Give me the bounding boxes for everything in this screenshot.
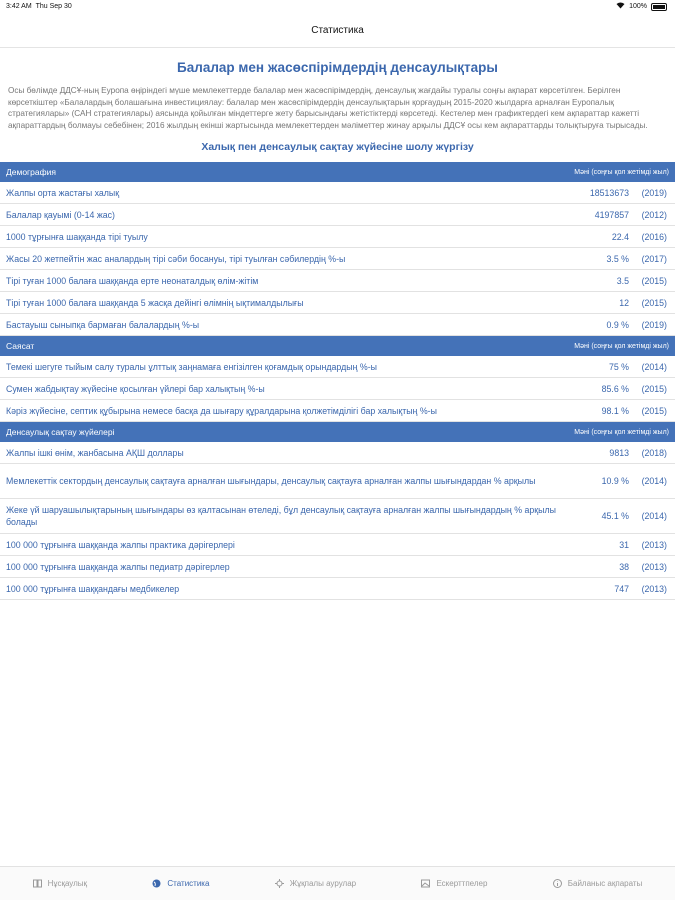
tab-globe[interactable]: [152, 879, 209, 888]
table-row[interactable]: [0, 248, 675, 270]
value-number: 0.9 %: [606, 319, 629, 330]
table-row[interactable]: [0, 292, 675, 314]
tab-label: Нұсқаулық: [47, 879, 88, 888]
status-right: [616, 2, 667, 11]
row-value: [589, 406, 667, 416]
value-year: (2013): [641, 561, 667, 572]
tab-image[interactable]: [421, 879, 487, 888]
row-label: Жалпы орта жастағы халық: [6, 187, 120, 198]
value-year: (2013): [641, 539, 667, 550]
nav-title: Статистика: [311, 24, 364, 36]
value-number: 98.1 %: [601, 405, 629, 416]
status-time: 3:42 AM Thu Sep 30: [6, 3, 72, 10]
row-label: Жасы 20 жетпейтін жас аналардың тірі сәби босануы, тірі туылған сәбилердің %-ы: [6, 253, 346, 264]
row-value: [589, 210, 667, 220]
value-year: (2015): [641, 297, 667, 308]
value-year: (2014): [641, 476, 667, 486]
row-value: [589, 254, 667, 264]
section-title: Денсаулық сақтау жүйелері: [6, 427, 115, 437]
value-number: 10.9 %: [601, 476, 629, 486]
table-row[interactable]: [0, 464, 675, 499]
virus-icon: [275, 879, 284, 888]
value-year: (2019): [641, 319, 667, 330]
stats-tables: [0, 162, 675, 600]
row-label: Тірі туған 1000 балаға шаққанда 5 жасқа дейінгі өлімнің ықтималдылығы: [6, 297, 304, 308]
content: [0, 60, 675, 600]
section-header: [0, 422, 675, 442]
tab-book[interactable]: [33, 879, 87, 888]
section-header: [0, 162, 675, 182]
info-icon: [553, 879, 562, 888]
tab-label: Жұқпалы аурулар: [289, 879, 357, 888]
value-year: (2019): [641, 187, 667, 198]
page-subtitle: Халық пен денсаулық сақтау жүйесіне шолу жүргізу: [201, 141, 474, 153]
row-label: Сумен жабдықтау жүйесіне қосылған үйлері бар халықтың %-ы: [6, 383, 265, 394]
battery-percent: 100%: [629, 3, 647, 10]
page-title: Балалар мен жасөспірімдердің денсаулықтары: [177, 60, 498, 75]
value-number: 9813: [609, 447, 629, 458]
row-label: Бастауыш сыныпқа бармаған балалардың %-ы: [6, 319, 200, 330]
row-value: [589, 384, 667, 394]
status-bar: [0, 0, 675, 13]
tab-info[interactable]: [553, 879, 643, 888]
row-label: Жалпы ішкі өнім, жанбасына АҚШ доллары: [6, 447, 184, 458]
table-row[interactable]: [0, 400, 675, 422]
row-label: Мемлекеттік сектордың денсаулық сақтауға арналған шығындары, денсаулық сақтауға арналған жалпы шығындардан % арқылы: [6, 476, 536, 486]
row-label: 100 000 тұрғынға шаққанда жалпы практика дәрігерлері: [6, 539, 235, 550]
value-year: (2018): [641, 447, 667, 458]
row-label: Тірі туған 1000 балаға шаққанда ерте неонаталдық өлім-жітім: [6, 275, 259, 286]
row-value: [589, 511, 667, 521]
value-number: 3.5 %: [606, 253, 629, 264]
value-year: (2015): [641, 383, 667, 394]
globe-icon: [152, 879, 161, 888]
value-year: (2014): [641, 361, 667, 372]
table-row[interactable]: [0, 314, 675, 336]
tab-virus[interactable]: [275, 879, 356, 888]
tab-bar: [0, 866, 675, 900]
value-number: 12: [619, 297, 629, 308]
value-number: 38: [619, 561, 629, 572]
row-label: 1000 тұрғынға шаққанда тірі туылу: [6, 231, 148, 242]
row-label: Кәріз жүйесіне, септик құбырына немесе басқа да шығару құралдарына қолжетімділігі бар халықтың %-ы: [6, 405, 437, 416]
row-label: 100 000 тұрғынға шаққанда жалпы педиатр дәрігерлер: [6, 561, 230, 572]
table-row[interactable]: [0, 556, 675, 578]
row-value: [589, 562, 667, 572]
value-year: (2014): [641, 511, 667, 521]
wifi-icon: [616, 2, 625, 11]
tab-label: Байланыс ақпараты: [567, 879, 643, 888]
navigation-bar: [0, 13, 675, 48]
battery-icon: [651, 3, 667, 11]
row-value: [589, 320, 667, 330]
row-value: [589, 448, 667, 458]
value-number: 85.6 %: [601, 383, 629, 394]
row-value: [589, 188, 667, 198]
table-row[interactable]: [0, 204, 675, 226]
row-value: [589, 232, 667, 242]
value-number: 18513673: [589, 187, 629, 198]
section-title: Демография: [6, 167, 56, 177]
value-number: 22.4: [611, 231, 629, 242]
value-number: 747: [614, 583, 629, 594]
row-value: [589, 584, 667, 594]
value-number: 75 %: [608, 361, 629, 372]
row-label: Жеке үй шаруашылықтарының шығындары өз қалтасынан өтеледі, бұл денсаулық сақтауға арналған жалпы шығындардың % арқылы болады: [6, 505, 556, 527]
value-number: 3.5: [616, 275, 629, 286]
section-title: Саясат: [6, 341, 35, 351]
value-number: 4197857: [594, 209, 629, 220]
row-value: [589, 276, 667, 286]
value-year: (2017): [641, 253, 667, 264]
table-row[interactable]: [0, 270, 675, 292]
row-label: 100 000 тұрғынға шаққандағы медбикелер: [6, 583, 180, 594]
table-row[interactable]: [0, 182, 675, 204]
value-year: (2015): [641, 275, 667, 286]
intro-text: Осы бөлімде ДДСҰ-ның Еуропа өңіріндегі мүше мемлекеттерде балалар мен жасөспірімдердің, денсаулық жағдайы туралы соңғы ақпарат көрсетілген. Берілген көрсеткіштер «Балалардың болашағына инвестициялау: балалар мен жасөспірімдердің денсаулықтарын қорғаудың 2015-2020 жылдарға арналған Еуропалық стратегиялары» (САН стратегиялары) аясында қойылған міндеттерге жету барысындағы жетістіктерді көрсетеді. Кестелер мен графиктердегі кем ақпараттар кажетті ақпараттардың болмауы себебінен; 2016 жылдың екінші жартысында мемлекеттерден мәліметтер жинау арқылы ДДСҰ осы кем ақпараттарды толықтыруға тырысады.: [8, 86, 648, 130]
section-column-label: Мәні (соңғы қол жетімді жыл): [574, 168, 669, 176]
table-row[interactable]: [0, 534, 675, 556]
book-icon: [33, 879, 42, 888]
value-year: (2016): [641, 231, 667, 242]
row-value: [589, 298, 667, 308]
image-icon: [421, 879, 430, 888]
value-year: (2013): [641, 583, 667, 594]
section-column-label: Мәні (соңғы қол жетімді жыл): [574, 428, 669, 436]
table-row[interactable]: [0, 356, 675, 378]
table-row[interactable]: [0, 499, 675, 534]
table-row[interactable]: [0, 226, 675, 248]
section-column-label: Мәні (соңғы қол жетімді жыл): [574, 342, 669, 350]
table-row[interactable]: [0, 578, 675, 600]
value-number: 31: [619, 539, 629, 550]
value-number: 45.1 %: [601, 511, 629, 521]
row-value: [589, 476, 667, 486]
row-value: [589, 540, 667, 550]
row-label: Балалар қауымі (0-14 жас): [6, 209, 115, 220]
tab-label: Статистика: [167, 879, 210, 888]
table-row[interactable]: [0, 442, 675, 464]
value-year: (2012): [641, 209, 667, 220]
value-year: (2015): [641, 405, 667, 416]
table-row[interactable]: [0, 378, 675, 400]
tab-label: Ескерттпелер: [436, 879, 488, 888]
row-value: [589, 362, 667, 372]
row-label: Темекі шегуге тыйым салу туралы ұлттық заңнамаға енгізілген қоғамдық орындардың %-ы: [6, 361, 377, 372]
section-header: [0, 336, 675, 356]
